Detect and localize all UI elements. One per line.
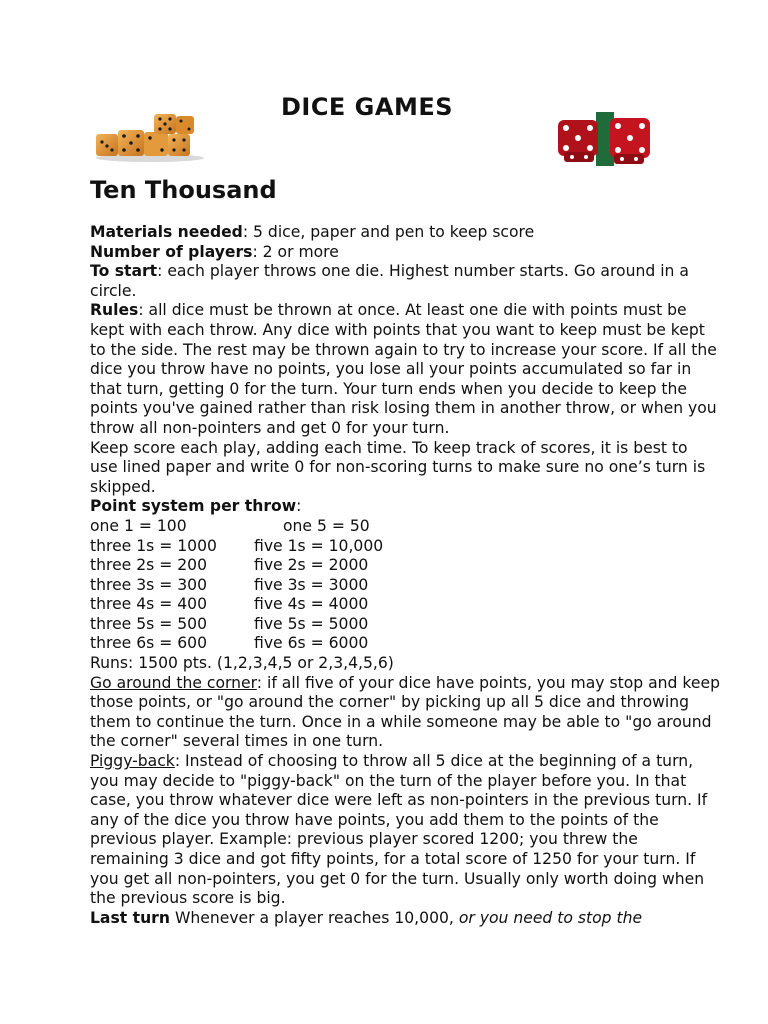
points-left: three 1s = 1000 — [90, 536, 217, 555]
points-row — [90, 537, 720, 557]
start-label: To start — [90, 262, 158, 281]
rules-text: : all dice must be thrown at once. At least one die with points must be kept with each throw. Any dice with points that you want to keep must be kept to the side. The rest may be thrown again to try to increase your score. If all the dice you throw have no points, you lose all your points accumulated so far in that turn, getting 0 for the turn. Your turn ends when you decide to keep the points you've gained rather than risk losing them in another throw, or when you throw all non-pointers and get 0 for your turn. — [90, 301, 717, 437]
materials-text: : 5 dice, paper and pen to keep score — [242, 223, 535, 241]
rules-label: Rules — [90, 301, 139, 320]
points-row — [90, 556, 720, 576]
start-text: : each player throws one die. Highest number starts. Go around in a circle. — [90, 262, 689, 300]
players-line — [90, 243, 720, 263]
points-right: five 4s = 4000 — [254, 595, 369, 614]
points-right: five 6s = 6000 — [254, 634, 369, 653]
materials-line — [90, 223, 720, 243]
points-left: one 1 = 100 — [90, 516, 187, 535]
points-right: five 1s = 10,000 — [254, 536, 384, 555]
last-turn-paragraph — [90, 909, 720, 929]
start-paragraph — [90, 262, 720, 301]
piggy-back-paragraph — [90, 752, 720, 909]
corner-text: : if all five of your dice have points, you may stop and keep those points, or "go around the corner" by picking up all 5 dice and throwing them to continue the turn. Once in a while someone may be able to "go around the corner" several times in one turn. — [90, 673, 720, 751]
red-dice-image — [552, 110, 656, 168]
points-row — [90, 595, 720, 615]
runs-line: Runs: 1500 pts. (1,2,3,4,5 or 2,3,4,5,6) — [90, 654, 394, 673]
points-left: three 6s = 600 — [90, 634, 207, 653]
points-right: five 3s = 3000 — [254, 575, 369, 594]
section-title: Ten Thousand — [90, 176, 277, 204]
document-body — [90, 223, 720, 928]
point-system-label: Point system per throw — [90, 497, 297, 516]
materials-label: Materials needed — [90, 223, 243, 241]
points-left: three 4s = 400 — [90, 595, 207, 614]
points-right: five 2s = 2000 — [254, 556, 369, 575]
points-left: three 5s = 500 — [90, 614, 207, 633]
piggy-back-text: : Instead of choosing to throw all 5 dice at the beginning of a turn, you may decide to "piggy-back" on the turn of the player before you. In that case, you throw whatever dice were left as non-pointers in the previous turn. If any of the dice you throw have points, you add them to the points of the previous player. Example: previous player scored 1200; you threw the remaining 3 dice and got fifty points, for a total score of 1250 for your turn. If you get all non-pointers, you get 0 for the turn. Usually only worth doing when the previous score is big. — [90, 752, 708, 908]
points-row — [90, 517, 720, 537]
point-system-heading — [90, 497, 720, 517]
page-title: DICE GAMES — [280, 93, 454, 121]
points-row — [90, 634, 720, 654]
corner-label: Go around the corner — [90, 673, 257, 692]
keep-score-paragraph: Keep score each play, adding each time. To keep track of scores, it is best to use lined paper and write 0 for non-scoring turns to make sure no one’s turn is skipped. — [90, 438, 706, 496]
points-left: three 2s = 200 — [90, 556, 207, 575]
points-right: five 5s = 5000 — [254, 614, 369, 633]
points-row — [90, 615, 720, 635]
players-text: : 2 or more — [252, 242, 339, 261]
point-system-colon: : — [296, 497, 302, 516]
rules-paragraph — [90, 301, 720, 438]
last-turn-text: Whenever a player reaches 10,000, — [169, 908, 459, 927]
last-turn-italic: or you need to stop the — [458, 908, 643, 927]
players-label: Number of players — [90, 242, 253, 261]
corner-paragraph — [90, 674, 720, 752]
points-left: three 3s = 300 — [90, 575, 207, 594]
piggy-back-label: Piggy-back — [90, 752, 175, 771]
points-right: one 5 = 50 — [283, 516, 370, 535]
last-turn-label: Last turn — [90, 908, 170, 927]
points-row — [90, 576, 720, 596]
